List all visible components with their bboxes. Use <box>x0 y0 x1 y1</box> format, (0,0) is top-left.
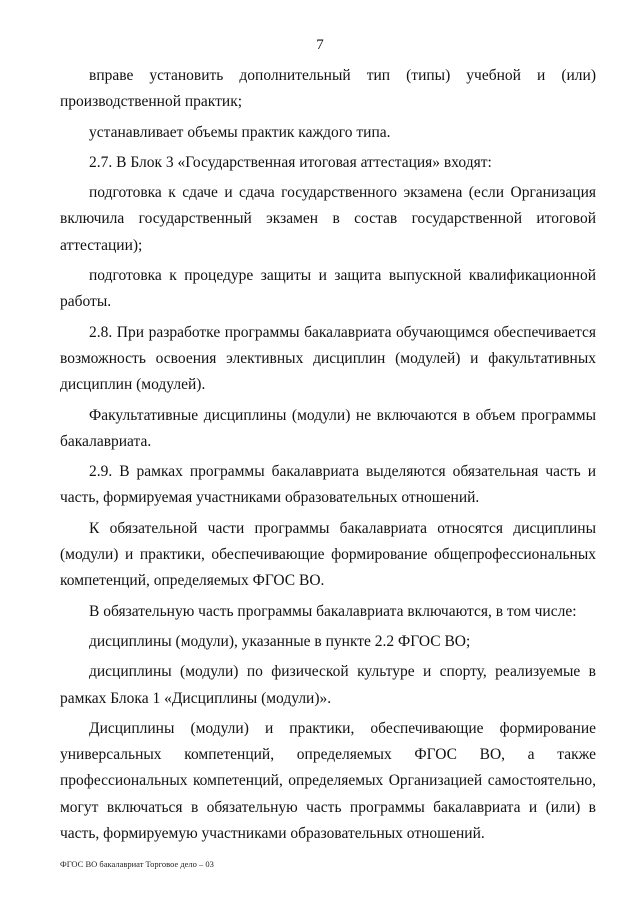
paragraph-practice-types: вправе установить дополнительный тип (типы) учебной и (или) производственной практик; <box>60 67 596 111</box>
paragraph-practice-volumes: устанавливает объемы практик каждого типа. <box>89 123 391 141</box>
paragraph-physical-culture: дисциплины (модули) по физической культуре и спорту, реализуемые в рамках Блока 1 «Дисциплины (модули)». <box>60 663 596 707</box>
paragraph-section-2-9: 2.9. В рамках программы бакалавриата выделяются обязательная часть и часть, формируемая участниками образовательных отношений. <box>60 463 596 507</box>
page-footer: ФГОС ВО бакалавриат Торговое дело – 03 <box>60 859 214 869</box>
page-number: 7 <box>316 37 324 53</box>
paragraph-item-2-2: дисциплины (модули), указанные в пункте 2.2 ФГОС ВО; <box>89 632 471 650</box>
paragraph-section-2-7: 2.7. В Блок 3 «Государственная итоговая аттестация» входят: <box>89 153 492 171</box>
paragraph-state-exam: подготовка к сдаче и сдача государственного экзамена (если Организация включила государственный экзамен в состав государственной итоговой аттестации); <box>60 184 596 254</box>
paragraph-optional-disciplines: Факультативные дисциплины (модули) не включаются в объем программы бакалавриата. <box>60 406 596 450</box>
paragraph-mandatory-part: К обязательной части программы бакалавриата относятся дисциплины (модули) и практики, обеспечивающие формирование общепрофессиональных компетенций, определяемых ФГОС ВО. <box>60 519 596 590</box>
paragraph-universal-competencies: Дисциплины (модули) и практики, обеспечивающие формирование универсальных компетенций, определяемых ФГОС ВО, а также профессиональных компетенций, определяемых Организацией самостоятельно, могут включаться в обязательную часть программы бакалавриата и (или) в часть, формируемую участниками образовательных отношений. <box>60 719 596 843</box>
document-body <box>60 63 596 851</box>
paragraph-section-2-8: 2.8. При разработке программы бакалавриата обучающимся обеспечивается возможность освоения элективных дисциплин (модулей) и факультативных дисциплин (модулей). <box>60 323 596 394</box>
paragraph-mandatory-includes: В обязательную часть программы бакалавриата включаются, в том числе: <box>89 602 577 620</box>
paragraph-thesis-defense: подготовка к процедуре защиты и защита выпускной квалификационной работы. <box>60 267 596 311</box>
